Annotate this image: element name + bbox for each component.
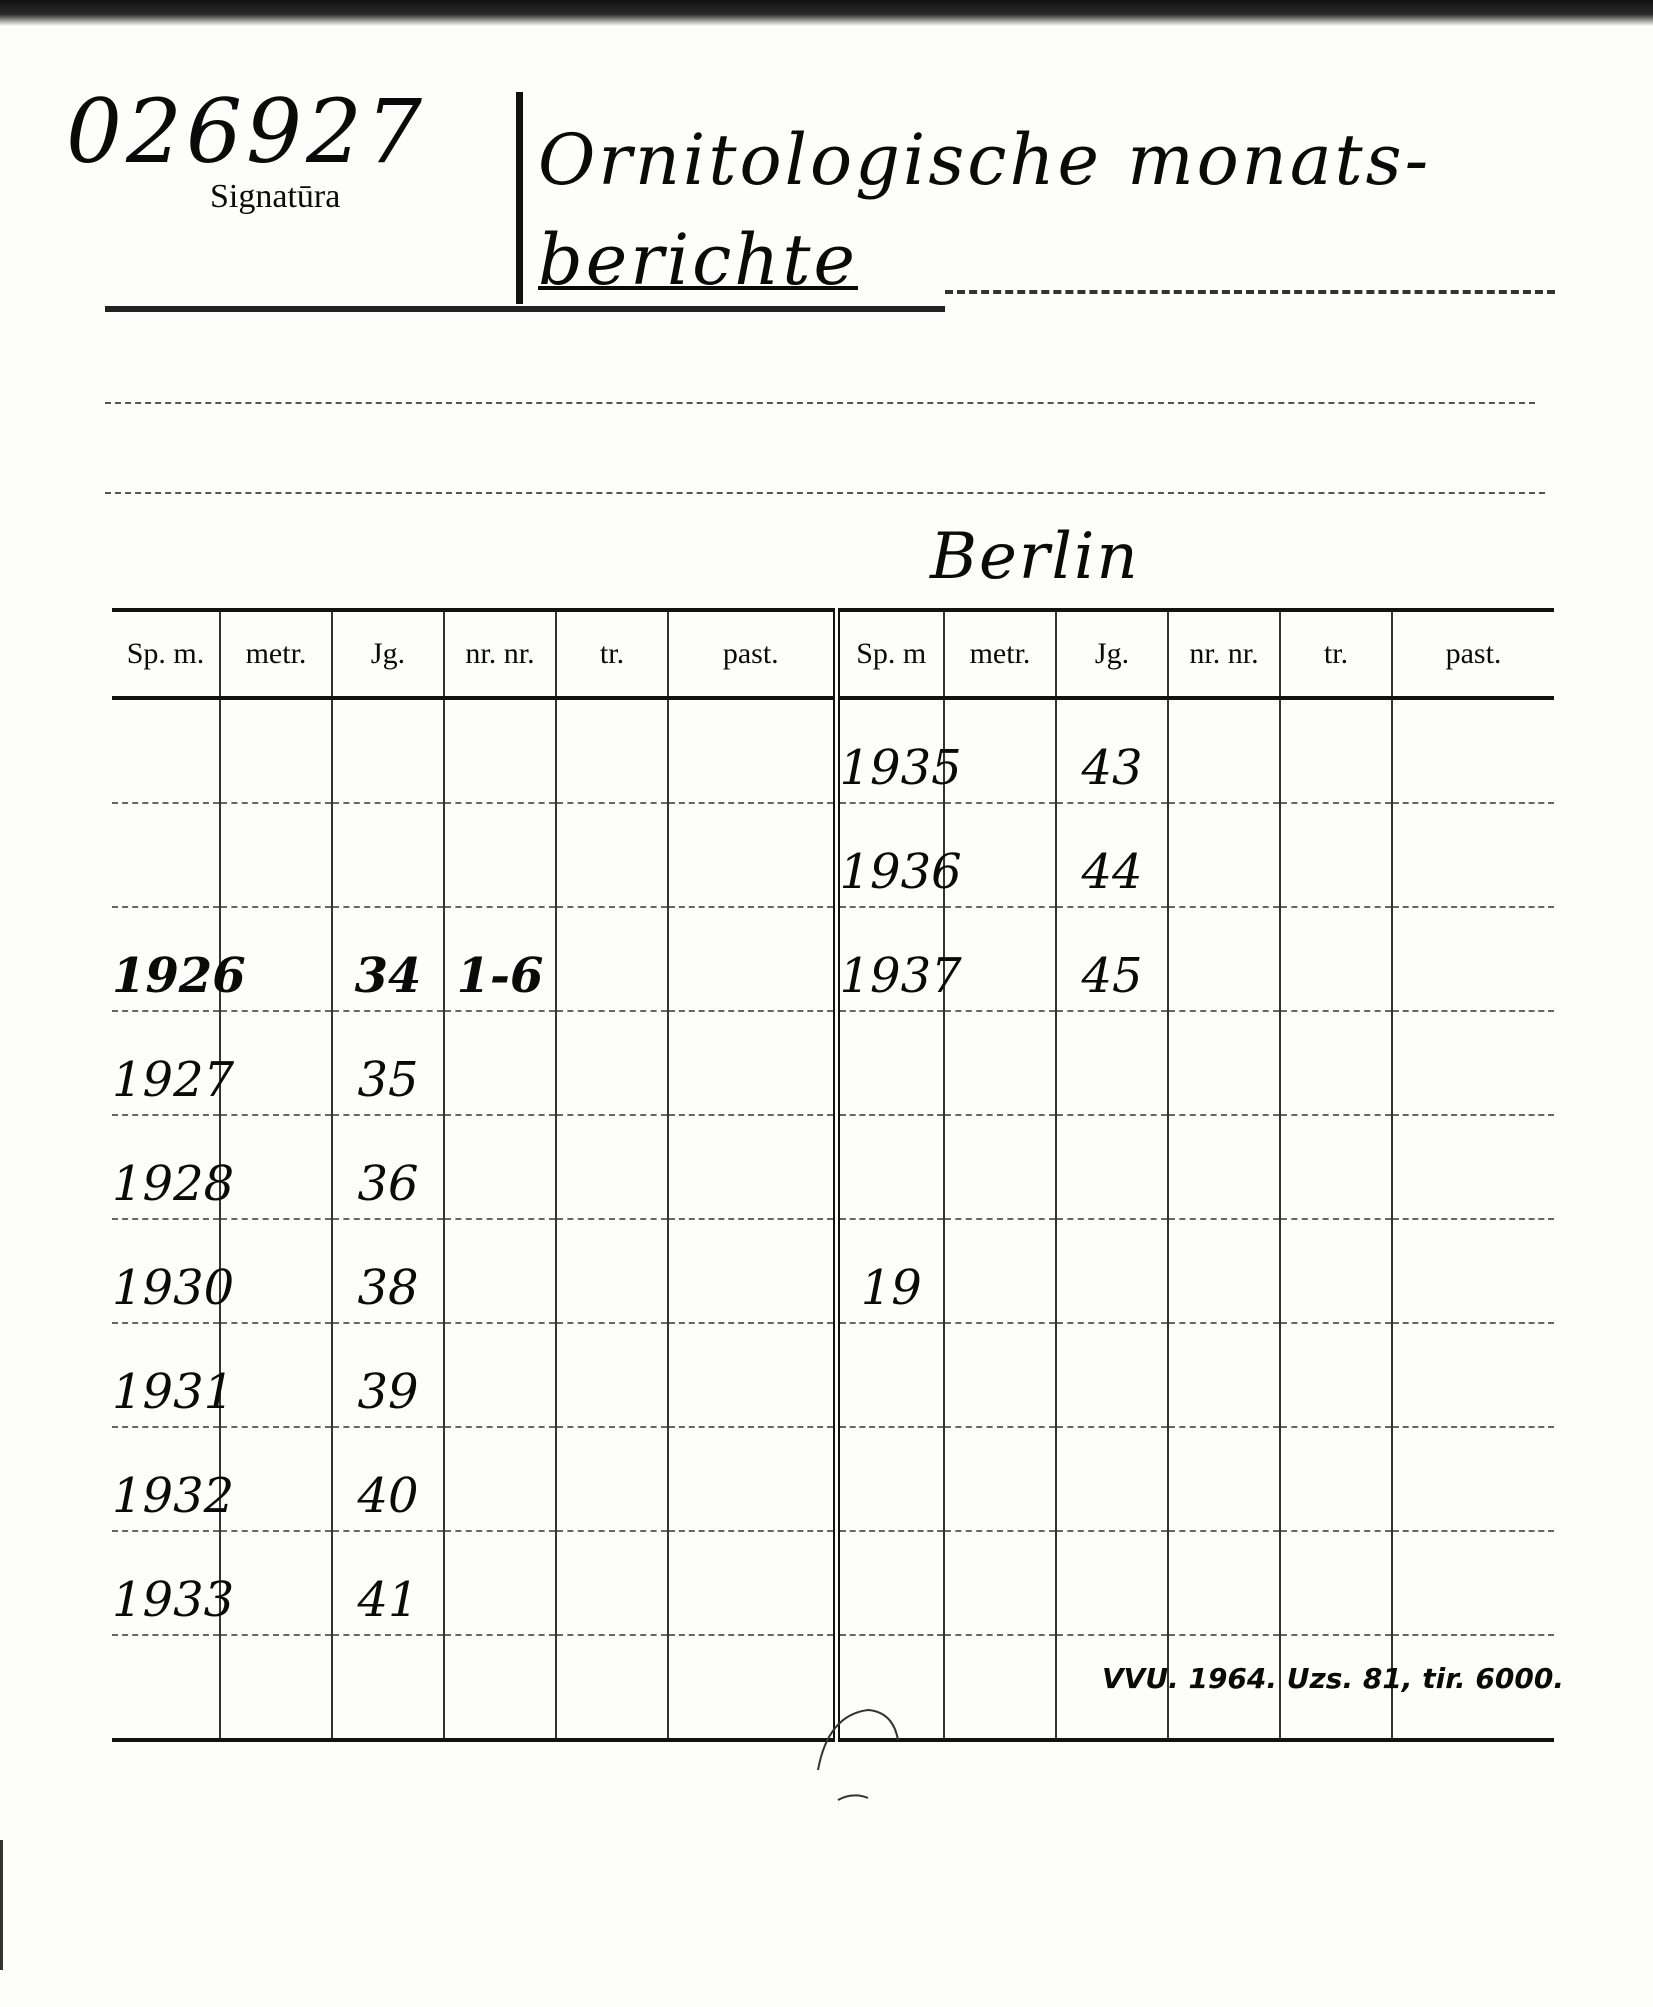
table-cell: 1932	[112, 1427, 220, 1531]
table-cell: 39	[332, 1323, 444, 1427]
table-cell: 38	[332, 1219, 444, 1323]
table-cell	[1392, 803, 1554, 907]
table-cell	[1392, 1323, 1554, 1427]
table-cell	[1392, 1219, 1554, 1323]
table-row	[112, 1011, 1554, 1115]
title-underline	[105, 306, 945, 312]
table-cell	[1168, 1219, 1280, 1323]
header-cell: Jg.	[1056, 610, 1168, 698]
table-cell	[1392, 1427, 1554, 1531]
table-row	[112, 1323, 1554, 1427]
table-cell	[444, 1531, 556, 1635]
table-cell	[1392, 907, 1554, 1011]
place-of-publication: Berlin	[930, 520, 1140, 594]
table-cell	[444, 1323, 556, 1427]
table-cell	[112, 698, 220, 803]
table-cell	[1392, 1531, 1554, 1635]
table-cell: 43	[1056, 698, 1168, 803]
table-cell	[944, 1635, 1056, 1740]
table-cell	[1056, 1115, 1168, 1219]
signum-label: Signatūra	[210, 178, 341, 215]
table-cell: 1930	[112, 1219, 220, 1323]
table-cell	[1056, 1219, 1168, 1323]
table-cell	[1280, 907, 1392, 1011]
table-cell: 1926	[112, 907, 220, 1011]
table-cell	[220, 1115, 332, 1219]
table-cell	[220, 1323, 332, 1427]
table-cell	[836, 1115, 944, 1219]
table-cell: 19	[836, 1219, 944, 1323]
table-cell	[220, 1011, 332, 1115]
header-cell: tr.	[556, 610, 668, 698]
table-cell	[556, 1531, 668, 1635]
table-cell	[1168, 1115, 1280, 1219]
table-cell	[668, 1323, 836, 1427]
table-cell	[1280, 698, 1392, 803]
table-cell	[220, 1635, 332, 1740]
table-body	[112, 698, 1554, 1740]
title-line-1: Ornitologische monats-	[538, 119, 1432, 201]
title-divider	[516, 92, 523, 304]
table-cell	[332, 803, 444, 907]
table-cell	[944, 1323, 1056, 1427]
table-cell	[220, 1427, 332, 1531]
table-cell	[1280, 1427, 1392, 1531]
table-cell	[444, 1219, 556, 1323]
table-cell: 34	[332, 907, 444, 1011]
table-cell	[1392, 1115, 1554, 1219]
header-cell: metr.	[220, 610, 332, 698]
table-cell	[668, 1011, 836, 1115]
table-cell	[944, 1219, 1056, 1323]
holdings-table	[112, 608, 1554, 1742]
table-cell	[1280, 1115, 1392, 1219]
table-cell: 1927	[112, 1011, 220, 1115]
table-cell: 44	[1056, 803, 1168, 907]
table-row	[112, 1427, 1554, 1531]
table-row	[112, 1531, 1554, 1635]
faint-stamp-mark	[798, 1700, 908, 1810]
table-cell: 1936	[836, 803, 944, 907]
table-cell	[1280, 803, 1392, 907]
table-cell	[1168, 698, 1280, 803]
table-cell	[556, 803, 668, 907]
header-cell: past.	[668, 610, 836, 698]
header-cell: past.	[1392, 610, 1554, 698]
table-cell	[668, 803, 836, 907]
table-cell: 1933	[112, 1531, 220, 1635]
left-scan-edge	[0, 1840, 3, 1970]
table-cell	[668, 698, 836, 803]
table-cell	[332, 698, 444, 803]
table-cell	[668, 1115, 836, 1219]
blank-line-1	[105, 402, 1535, 404]
table-cell	[1168, 1531, 1280, 1635]
title-dotted-extension	[945, 290, 1555, 294]
table-cell	[1392, 1011, 1554, 1115]
table-cell	[444, 803, 556, 907]
table-cell	[332, 1635, 444, 1740]
header-cell: Jg.	[332, 610, 444, 698]
table-cell	[668, 1531, 836, 1635]
printer-imprint: VVU. 1964. Uzs. 81, tir. 6000.	[1102, 1662, 1564, 1695]
header-cell: Sp. m	[836, 610, 944, 698]
table-cell	[444, 1011, 556, 1115]
header-cell: nr. nr.	[1168, 610, 1280, 698]
table-cell	[220, 803, 332, 907]
table-row	[112, 803, 1554, 907]
title-line-2: berichte	[538, 219, 858, 301]
table-cell	[444, 698, 556, 803]
table-cell: 35	[332, 1011, 444, 1115]
table-cell	[556, 1115, 668, 1219]
table-cell	[1280, 1011, 1392, 1115]
table-cell	[220, 698, 332, 803]
blank-line-2	[105, 492, 1545, 494]
table-cell	[1056, 1531, 1168, 1635]
table-cell	[1056, 1323, 1168, 1427]
table-cell	[836, 1011, 944, 1115]
signum-number: 026927	[66, 80, 426, 183]
table-cell	[220, 1219, 332, 1323]
table-cell	[444, 1115, 556, 1219]
table-cell: 1928	[112, 1115, 220, 1219]
table-cell	[112, 803, 220, 907]
table-cell	[444, 1427, 556, 1531]
table-cell	[668, 1427, 836, 1531]
table-cell	[1168, 907, 1280, 1011]
header-cell: nr. nr.	[444, 610, 556, 698]
table-cell	[836, 1323, 944, 1427]
table-cell	[556, 1219, 668, 1323]
table-cell	[444, 1635, 556, 1740]
table-cell: 40	[332, 1427, 444, 1531]
table-cell	[556, 1635, 668, 1740]
table-cell	[220, 1531, 332, 1635]
table-cell	[668, 1219, 836, 1323]
table-cell	[1168, 1427, 1280, 1531]
table-cell: 1931	[112, 1323, 220, 1427]
table-cell: 1-6	[444, 907, 556, 1011]
table-cell	[1168, 1011, 1280, 1115]
table-row	[112, 1115, 1554, 1219]
table-cell	[1392, 698, 1554, 803]
table-cell	[1056, 1011, 1168, 1115]
table-cell	[556, 907, 668, 1011]
scan-edge-shadow	[0, 0, 1653, 26]
table-cell: 45	[1056, 907, 1168, 1011]
journal-title	[538, 110, 1578, 310]
table-cell	[556, 698, 668, 803]
table-cell	[556, 1427, 668, 1531]
table-header-row	[112, 610, 1554, 698]
table-cell	[1280, 1219, 1392, 1323]
table-row	[112, 1219, 1554, 1323]
header-cell: Sp. m.	[112, 610, 220, 698]
table-row	[112, 907, 1554, 1011]
table-cell: 36	[332, 1115, 444, 1219]
table-cell	[836, 1427, 944, 1531]
table-cell: 1935	[836, 698, 944, 803]
table-cell	[1168, 1323, 1280, 1427]
table-cell	[556, 1323, 668, 1427]
table-cell	[944, 1011, 1056, 1115]
table-cell	[1280, 1323, 1392, 1427]
table-cell	[668, 907, 836, 1011]
table-cell	[944, 1531, 1056, 1635]
table-cell	[1280, 1531, 1392, 1635]
header-cell: metr.	[944, 610, 1056, 698]
table-cell	[944, 1115, 1056, 1219]
table-row	[112, 698, 1554, 803]
table-cell	[944, 1427, 1056, 1531]
header-cell: tr.	[1280, 610, 1392, 698]
table-cell	[556, 1011, 668, 1115]
table-cell	[1168, 803, 1280, 907]
table-cell: 1937	[836, 907, 944, 1011]
table-cell	[1056, 1427, 1168, 1531]
table-cell	[112, 1635, 220, 1740]
table-cell: 41	[332, 1531, 444, 1635]
table-cell	[836, 1531, 944, 1635]
